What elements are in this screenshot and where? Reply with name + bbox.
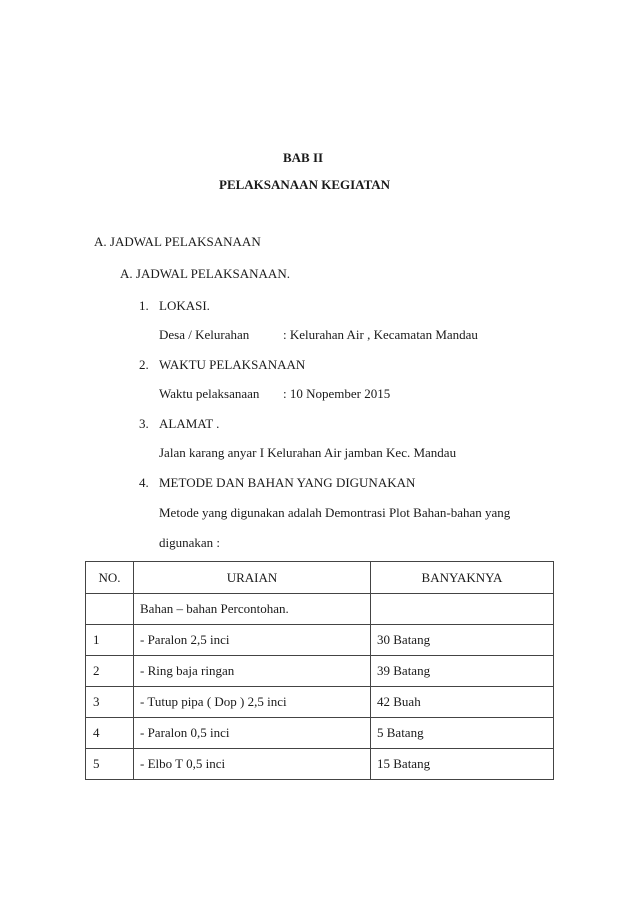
item-1-number: 1. <box>139 298 149 313</box>
item-1-value: : Kelurahan Air , Kecamatan Mandau <box>283 327 478 342</box>
item-2-label: Waktu pelaksanaan <box>159 386 260 401</box>
row-uraian: - Ring baja ringan <box>134 656 371 687</box>
table-subheader-row <box>86 594 554 625</box>
row-uraian: - Elbo T 0,5 inci <box>134 749 371 780</box>
subheader-no-cell <box>86 594 134 625</box>
row-no: 2 <box>86 656 134 687</box>
item-3-number: 3. <box>139 416 149 431</box>
table-row <box>86 656 554 687</box>
item-4-text-line1: Metode yang digunakan adalah Demontrasi Plot Bahan-bahan yang <box>159 505 511 520</box>
row-uraian: - Paralon 0,5 inci <box>134 718 371 749</box>
section-a-outer: A. JADWAL PELAKSANAAN <box>94 234 261 249</box>
item-2-heading: WAKTU PELAKSANAAN <box>159 357 306 372</box>
header-banyaknya: BANYAKNYA <box>371 562 554 594</box>
item-4-text-line2: digunakan : <box>159 535 221 550</box>
header-uraian: URAIAN <box>134 562 371 594</box>
row-banyaknya: 15 Batang <box>371 749 554 780</box>
chapter-number: BAB II <box>283 150 324 165</box>
item-3-heading: ALAMAT . <box>159 416 220 431</box>
table-row <box>86 749 554 780</box>
table-row <box>86 687 554 718</box>
item-1-heading: LOKASI. <box>159 298 210 313</box>
header-no: NO. <box>86 562 134 594</box>
section-a-inner: A. JADWAL PELAKSANAAN. <box>120 266 290 281</box>
row-no: 3 <box>86 687 134 718</box>
subheader-uraian-cell: Bahan – bahan Percontohan. <box>134 594 371 625</box>
materials-table <box>85 561 554 780</box>
row-no: 4 <box>86 718 134 749</box>
item-2-value: : 10 Nopember 2015 <box>283 386 391 401</box>
row-no: 5 <box>86 749 134 780</box>
row-banyaknya: 42 Buah <box>371 687 554 718</box>
item-4-heading: METODE DAN BAHAN YANG DIGUNAKAN <box>159 475 416 490</box>
row-banyaknya: 39 Batang <box>371 656 554 687</box>
chapter-title: PELAKSANAAN KEGIATAN <box>219 177 391 192</box>
subheader-banyaknya-cell <box>371 594 554 625</box>
item-1-label: Desa / Kelurahan <box>159 327 250 342</box>
row-uraian: - Tutup pipa ( Dop ) 2,5 inci <box>134 687 371 718</box>
row-no: 1 <box>86 625 134 656</box>
row-banyaknya: 5 Batang <box>371 718 554 749</box>
table-row <box>86 718 554 749</box>
item-3-text: Jalan karang anyar I Kelurahan Air jamban Kec. Mandau <box>159 445 457 460</box>
table-row <box>86 625 554 656</box>
table-header-row <box>86 562 554 594</box>
item-2-number: 2. <box>139 357 149 372</box>
row-uraian: - Paralon 2,5 inci <box>134 625 371 656</box>
item-4-number: 4. <box>139 475 149 490</box>
row-banyaknya: 30 Batang <box>371 625 554 656</box>
